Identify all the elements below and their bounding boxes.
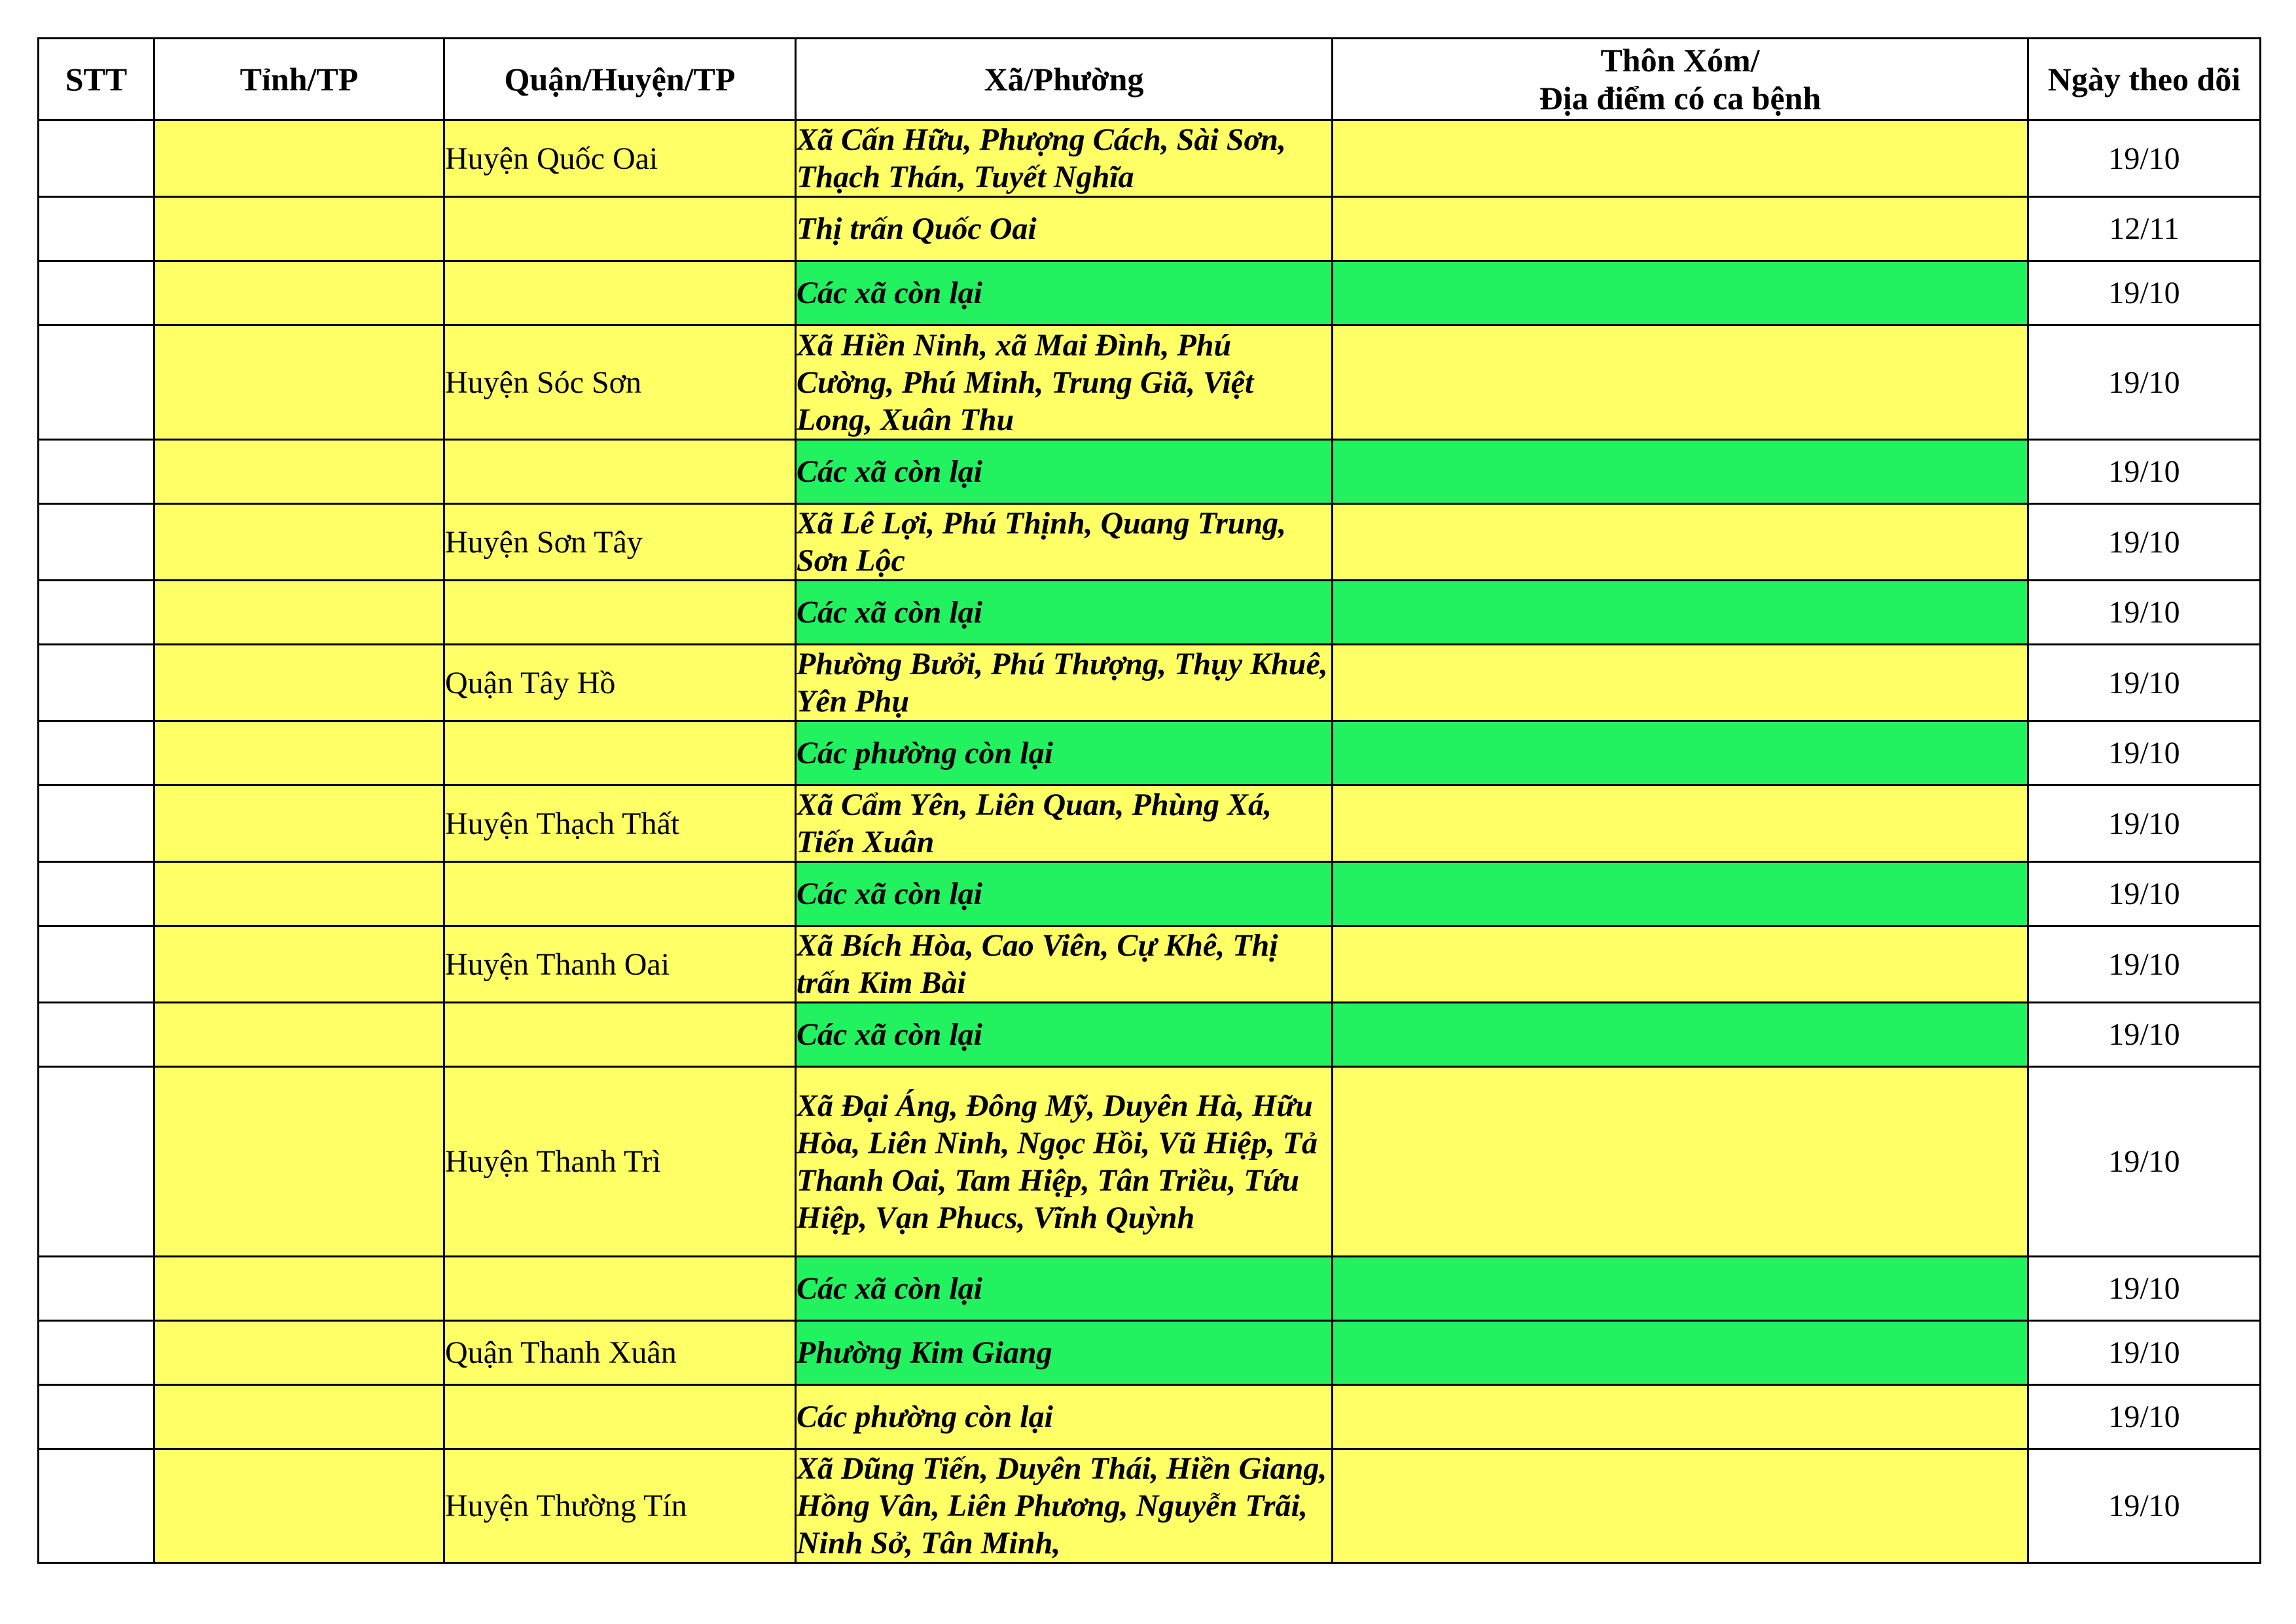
table-row <box>39 926 2261 1003</box>
stt-cell <box>39 197 154 261</box>
stt-cell <box>39 581 154 645</box>
quan-cell <box>444 1257 796 1321</box>
quan-cell: Huyện Quốc Oai <box>444 120 796 197</box>
thon-cell <box>1333 197 2028 261</box>
thon-cell <box>1333 325 2028 440</box>
xa-cell: Phường Bưởi, Phú Thượng, Thụy Khuê, Yên Phụ <box>796 645 1333 721</box>
stt-cell <box>39 1257 154 1321</box>
thon-cell <box>1333 1449 2028 1563</box>
xa-cell: Xã Lê Lợi, Phú Thịnh, Quang Trung, Sơn Lộc <box>796 504 1333 581</box>
quan-cell <box>444 721 796 785</box>
header-thon-line2: Địa điểm có ca bệnh <box>1539 80 1821 117</box>
header-thon <box>1333 39 2028 120</box>
quan-cell: Huyện Thường Tín <box>444 1449 796 1563</box>
table-row <box>39 1385 2261 1449</box>
stt-cell <box>39 1385 154 1449</box>
quan-cell <box>444 581 796 645</box>
quan-cell <box>444 440 796 504</box>
table-row <box>39 785 2261 862</box>
stt-cell <box>39 1067 154 1257</box>
xa-cell: Xã Đại Áng, Đông Mỹ, Duyên Hà, Hữu Hòa, Liên Ninh, Ngọc Hồi, Vũ Hiệp, Tả Thanh Oai, Tam Hiệp, Tân Triều, Tứu Hiệp, Vạn Phucs, Vĩnh Quỳnh <box>796 1067 1333 1257</box>
ngay-cell: 19/10 <box>2028 645 2261 721</box>
thon-cell <box>1333 261 2028 325</box>
table-row <box>39 1067 2261 1257</box>
table-row <box>39 120 2261 197</box>
xa-cell: Các xã còn lại <box>796 862 1333 926</box>
header-row <box>39 39 2261 120</box>
xa-cell: Các xã còn lại <box>796 1257 1333 1321</box>
tinh-cell <box>154 1449 444 1563</box>
tinh-cell <box>154 504 444 581</box>
ngay-cell: 19/10 <box>2028 120 2261 197</box>
quan-cell <box>444 261 796 325</box>
header-xa: Xã/Phường <box>796 39 1333 120</box>
quan-cell <box>444 862 796 926</box>
ngay-cell: 19/10 <box>2028 1257 2261 1321</box>
tinh-cell <box>154 120 444 197</box>
tinh-cell <box>154 721 444 785</box>
quan-cell: Quận Thanh Xuân <box>444 1321 796 1385</box>
thon-cell <box>1333 785 2028 862</box>
xa-cell: Xã Cấn Hữu, Phượng Cách, Sài Sơn, Thạch Thán, Tuyết Nghĩa <box>796 120 1333 197</box>
xa-cell: Các xã còn lại <box>796 261 1333 325</box>
table-row <box>39 261 2261 325</box>
xa-cell: Các xã còn lại <box>796 581 1333 645</box>
stt-cell <box>39 1449 154 1563</box>
xa-cell: Thị trấn Quốc Oai <box>796 197 1333 261</box>
header-ngay: Ngày theo dõi <box>2028 39 2261 120</box>
xa-cell: Các xã còn lại <box>796 440 1333 504</box>
tinh-cell <box>154 862 444 926</box>
stt-cell <box>39 785 154 862</box>
tinh-cell <box>154 325 444 440</box>
xa-cell: Phường Kim Giang <box>796 1321 1333 1385</box>
thon-cell <box>1333 504 2028 581</box>
stt-cell <box>39 1003 154 1067</box>
table-row <box>39 1003 2261 1067</box>
header-stt: STT <box>39 39 154 120</box>
ngay-cell: 19/10 <box>2028 862 2261 926</box>
ngay-cell: 19/10 <box>2028 785 2261 862</box>
ngay-cell: 19/10 <box>2028 1321 2261 1385</box>
header-thon-line1: Thôn Xóm/ <box>1600 42 1760 79</box>
tinh-cell <box>154 645 444 721</box>
table-row <box>39 1449 2261 1563</box>
quan-cell <box>444 1003 796 1067</box>
table-row <box>39 581 2261 645</box>
thon-cell <box>1333 120 2028 197</box>
xa-cell: Các phường còn lại <box>796 1385 1333 1449</box>
ngay-cell: 19/10 <box>2028 581 2261 645</box>
tinh-cell <box>154 261 444 325</box>
thon-cell <box>1333 1385 2028 1449</box>
thon-cell <box>1333 862 2028 926</box>
stt-cell <box>39 440 154 504</box>
ngay-cell: 19/10 <box>2028 504 2261 581</box>
ngay-cell: 19/10 <box>2028 721 2261 785</box>
stt-cell <box>39 862 154 926</box>
xa-cell: Xã Bích Hòa, Cao Viên, Cự Khê, Thị trấn Kim Bài <box>796 926 1333 1003</box>
thon-cell <box>1333 1257 2028 1321</box>
table-row <box>39 645 2261 721</box>
ngay-cell: 19/10 <box>2028 1385 2261 1449</box>
stt-cell <box>39 1321 154 1385</box>
quan-cell <box>444 197 796 261</box>
ngay-cell: 19/10 <box>2028 1067 2261 1257</box>
quan-cell: Huyện Thanh Oai <box>444 926 796 1003</box>
stt-cell <box>39 325 154 440</box>
thon-cell <box>1333 1003 2028 1067</box>
xa-cell: Các phường còn lại <box>796 721 1333 785</box>
table-row <box>39 1257 2261 1321</box>
header-tinh: Tỉnh/TP <box>154 39 444 120</box>
xa-cell: Xã Hiền Ninh, xã Mai Đình, Phú Cường, Phú Minh, Trung Giã, Việt Long, Xuân Thu <box>796 325 1333 440</box>
stt-cell <box>39 261 154 325</box>
quan-cell: Huyện Thạch Thất <box>444 785 796 862</box>
ngay-cell: 12/11 <box>2028 197 2261 261</box>
xa-cell: Xã Cẩm Yên, Liên Quan, Phùng Xá, Tiến Xuân <box>796 785 1333 862</box>
table-row <box>39 197 2261 261</box>
quan-cell: Huyện Sóc Sơn <box>444 325 796 440</box>
table-row <box>39 1321 2261 1385</box>
ngay-cell: 19/10 <box>2028 440 2261 504</box>
table-row <box>39 721 2261 785</box>
tinh-cell <box>154 1321 444 1385</box>
table-row <box>39 862 2261 926</box>
thon-cell <box>1333 926 2028 1003</box>
thon-cell <box>1333 1321 2028 1385</box>
quan-cell <box>444 1385 796 1449</box>
thon-cell <box>1333 440 2028 504</box>
quan-cell: Quận Tây Hồ <box>444 645 796 721</box>
tinh-cell <box>154 1067 444 1257</box>
ngay-cell: 19/10 <box>2028 325 2261 440</box>
tinh-cell <box>154 197 444 261</box>
tinh-cell <box>154 1257 444 1321</box>
stt-cell <box>39 926 154 1003</box>
tinh-cell <box>154 440 444 504</box>
ngay-cell: 19/10 <box>2028 1449 2261 1563</box>
table-row <box>39 504 2261 581</box>
thon-cell <box>1333 721 2028 785</box>
stt-cell <box>39 120 154 197</box>
table-row <box>39 325 2261 440</box>
ngay-cell: 19/10 <box>2028 926 2261 1003</box>
header-quan: Quận/Huyện/TP <box>444 39 796 120</box>
xa-cell: Xã Dũng Tiến, Duyên Thái, Hiền Giang, Hồng Vân, Liên Phương, Nguyễn Trãi, Ninh Sở, Tân Minh, <box>796 1449 1333 1563</box>
xa-cell: Các xã còn lại <box>796 1003 1333 1067</box>
ngay-cell: 19/10 <box>2028 261 2261 325</box>
tinh-cell <box>154 1003 444 1067</box>
thon-cell <box>1333 645 2028 721</box>
table-row <box>39 440 2261 504</box>
stt-cell <box>39 721 154 785</box>
tinh-cell <box>154 926 444 1003</box>
thon-cell <box>1333 581 2028 645</box>
quan-cell: Huyện Thanh Trì <box>444 1067 796 1257</box>
tinh-cell <box>154 1385 444 1449</box>
monitoring-table <box>37 37 2261 1564</box>
table-body <box>39 120 2261 1563</box>
tinh-cell <box>154 785 444 862</box>
thon-cell <box>1333 1067 2028 1257</box>
stt-cell <box>39 504 154 581</box>
quan-cell: Huyện Sơn Tây <box>444 504 796 581</box>
ngay-cell: 19/10 <box>2028 1003 2261 1067</box>
stt-cell <box>39 645 154 721</box>
tinh-cell <box>154 581 444 645</box>
